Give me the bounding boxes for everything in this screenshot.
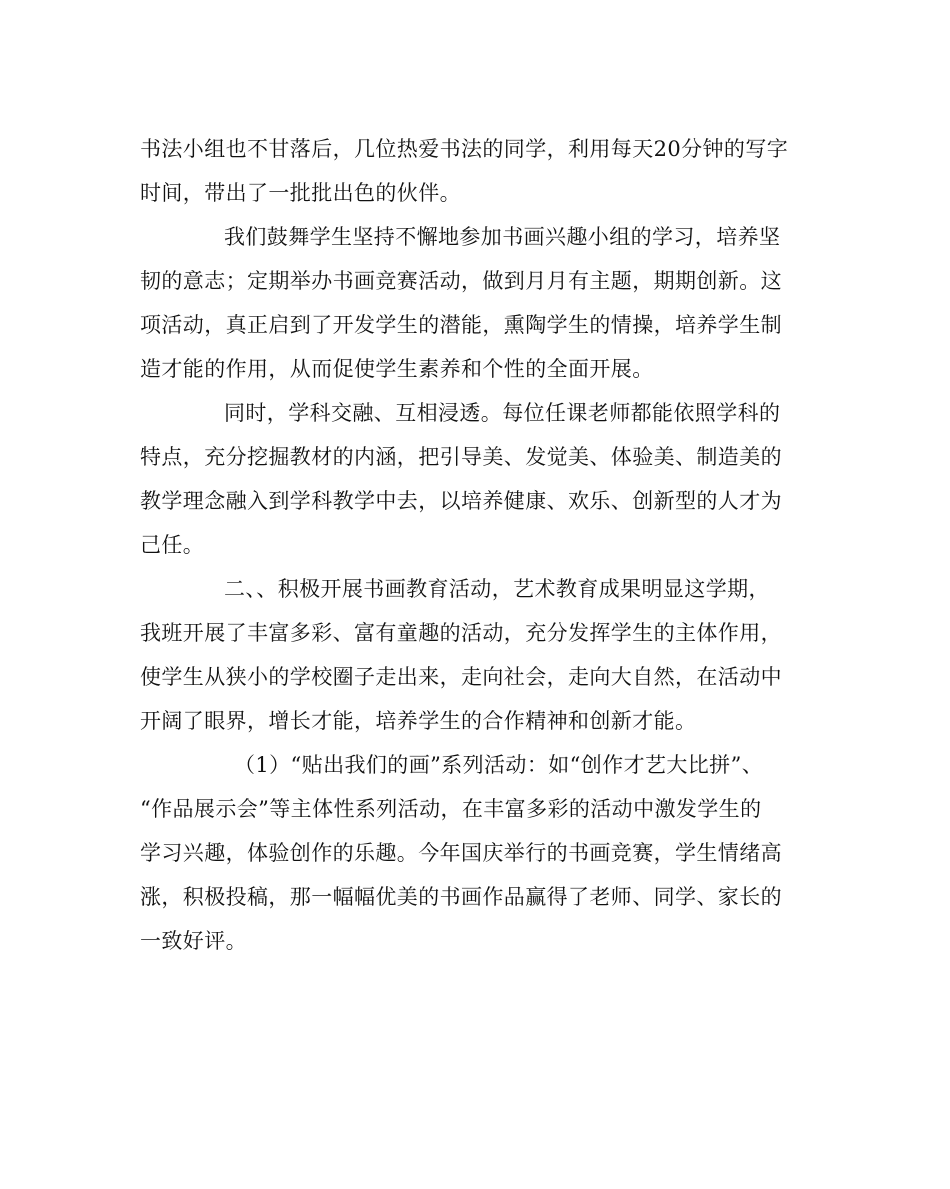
text-line: 时间，带出了一批批出色的伙伴。 [140, 181, 461, 205]
text-line: 一致好评。 [140, 929, 247, 953]
paragraph-start-line: 二、、积极开展书画教育活动，艺术教育成果明显这学期， [224, 577, 770, 601]
text-line: 使学生从狭小的学校圈子走出来，走向社会，走向大自然，在活动中 [140, 665, 782, 689]
text-line: 己任。 [140, 533, 205, 557]
text-line: “作品展示会”等主体性系列活动，在丰富多彩的活动中激发学生的 [140, 797, 762, 821]
text-line: 造才能的作用，从而促使学生素养和个性的全面开展。 [140, 357, 654, 381]
text-line: 书法小组也不甘落后，几位热爱书法的同学，利用每天20分钟的写字 [140, 137, 789, 161]
text-line: 特点，充分挖掘教材的内涵，把引导美、发觉美、体验美、制造美的 [140, 445, 782, 469]
text-line: 我班开展了丰富多彩、富有童趣的活动，充分发挥学生的主体作用， [140, 621, 782, 645]
text-line: 涨，积极投稿，那一幅幅优美的书画作品赢得了老师、同学、家长的 [140, 885, 782, 909]
text-line: 学习兴趣，体验创作的乐趣。今年国庆举行的书画竞赛，学生情绪高 [140, 841, 782, 865]
paragraph-start-line: 同时，学科交融、互相浸透。每位任课老师都能依照学科的 [224, 401, 781, 425]
text-line: 项活动，真正启到了开发学生的潜能，熏陶学生的情操，培养学生制 [140, 313, 782, 337]
text-line: 教学理念融入到学科教学中去，以培养健康、欢乐、创新型的人才为 [140, 489, 782, 513]
paragraph-start-line: 我们鼓舞学生坚持不懈地参加书画兴趣小组的学习，培养坚 [224, 225, 781, 249]
paragraph-start-line: （1）“贴出我们的画”系列活动：如“创作才艺大比拼”、 [234, 753, 764, 777]
text-line: 韧的意志；定期举办书画竞赛活动，做到月月有主题，期期创新。这 [140, 269, 782, 293]
document-body [140, 127, 808, 963]
text-line: 开阔了眼界，增长才能，培养学生的合作精神和创新才能。 [140, 709, 697, 733]
